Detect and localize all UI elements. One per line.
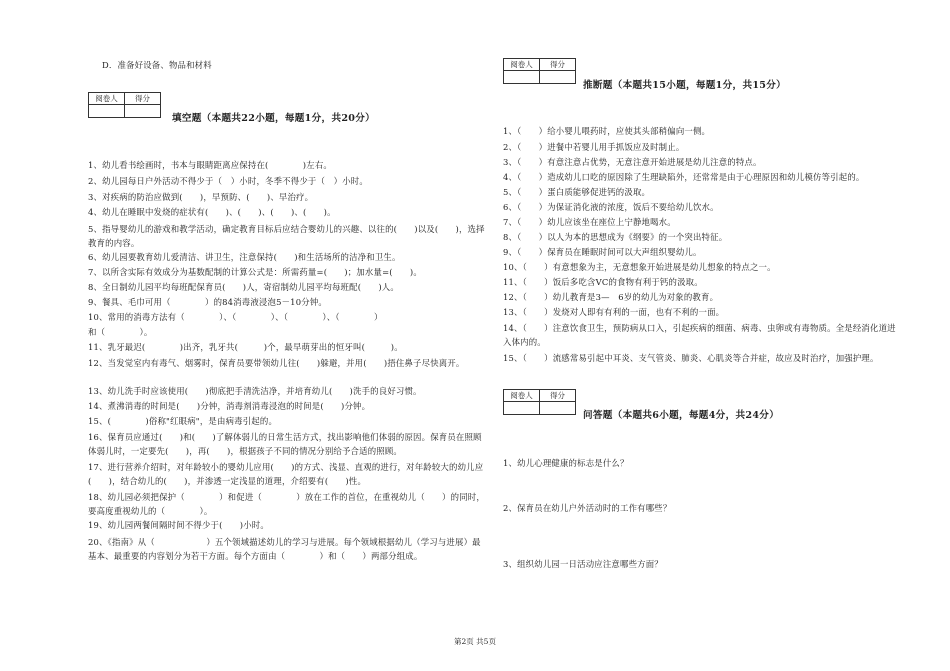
grader-cell[interactable] bbox=[504, 71, 540, 84]
qa-q1: 1、幼儿心理健康的标志是什么？ bbox=[503, 458, 629, 468]
judge-q9: 9、（ ）保育员在睡眠时间可以大声组织婴幼儿。 bbox=[503, 247, 702, 257]
page-footer: 第2页 共5页 bbox=[454, 637, 496, 646]
judge-q3: 3、（ ）有意注意占优势，无意注意开始进展是幼儿注意的特点。 bbox=[503, 157, 762, 167]
grader-cell[interactable] bbox=[89, 105, 125, 118]
fill-q2: 2、幼儿园每日户外活动不得少于（ ）小时，冬季不得少于（ ）小时。 bbox=[88, 176, 368, 186]
score-label: 得分 bbox=[540, 59, 576, 71]
fill-q3: 3、对疾病的防治应做到( )，早预防、( )、早治疗。 bbox=[88, 192, 314, 202]
fill-q5: 5、指导婴幼儿的游戏和教学活动，确定教育目标后应结合婴幼儿的兴趣、以往的( )以及( )，选择教育的内容。 bbox=[88, 224, 485, 248]
fill-q8: 8、全日制幼儿园平均每班配保育员( )人，寄宿制幼儿园平均每班配( )人。 bbox=[88, 282, 399, 292]
score-table-qa bbox=[503, 389, 576, 415]
option-d-line: D．准备好设备、物品和材料 bbox=[102, 60, 212, 70]
judge-q4: 4、（ ）造成幼儿口吃的原因除了生理缺陷外，还常常是由于心理原因和幼儿模仿等引起的。 bbox=[503, 172, 865, 182]
fill-q19: 19、幼儿园两餐间隔时间不得少于( )小时。 bbox=[88, 520, 269, 530]
judge-q1: 1、（ ）给小婴儿喂药时，应使其头部稍偏向一侧。 bbox=[503, 126, 711, 136]
fill-q10: 10、常用的消毒方法有（ ）、（ ）、（ ）、（ ） bbox=[88, 312, 383, 322]
judge-q2: 2、（ ）进餐中若婴儿用手抓饭应及时制止。 bbox=[503, 142, 685, 152]
fill-q1: 1、幼儿看书绘画时，书本与眼睛距离应保持在( )左右。 bbox=[88, 160, 332, 170]
grader-label: 阅卷人 bbox=[504, 390, 540, 402]
fill-q9: 9、餐具、毛巾可用（ ）的84消毒液浸泡5－10分钟。 bbox=[88, 297, 327, 307]
judge-q7: 7、（ ）幼儿应该坐在座位上宁静地喝水。 bbox=[503, 217, 676, 227]
score-cell[interactable] bbox=[125, 105, 161, 118]
fill-q12: 12、当发觉室内有毒气、烟雾时，保育员要带领幼儿往( )躲避，并用( )捂住鼻子尽快离开。 bbox=[88, 358, 465, 368]
judge-q14: 14、（ ）注意饮食卫生，预防病从口入，引起疾病的细菌、病毒、虫卵或有毒物质。全是经消化道进入体内的。 bbox=[503, 323, 896, 347]
judge-q15: 15、（ ）流感常易引起中耳炎、支气管炎、肺炎、心肌炎等合并症，故应及时治疗，加强护理。 bbox=[503, 353, 879, 363]
fill-q10-cont: 和（ ）。 bbox=[88, 327, 153, 337]
fill-q6: 6、幼儿园要教育幼儿爱清洁、讲卫生，注意保持( )和生活场所的洁净和卫生。 bbox=[88, 252, 401, 262]
fill-q18: 18、幼儿园必须把保护（ ）和促进（ ）放在工作的首位，在重视幼儿（ ）的同时，要高度重视幼儿的（ ）。 bbox=[88, 492, 485, 516]
fill-q17: 17、进行营养介绍时，对年龄较小的婴幼儿应用( )的方式、浅显、直观的进行，对年龄较大的幼儿应( )，结合幼儿的( )，并渗透一定浅显的道理，介绍要有( )性。 bbox=[88, 462, 484, 486]
grader-label: 阅卷人 bbox=[89, 93, 125, 105]
judge-q10: 10、（ ）有意想象为主，无意想象开始进展是幼儿想象的特点之一。 bbox=[503, 262, 776, 272]
judge-q8: 8、（ ）以人为本的思想成为《纲要》的一个突出特征。 bbox=[503, 232, 728, 242]
fill-q15: 15、( )俗称"红眼病"，是由病毒引起的。 bbox=[88, 416, 278, 426]
judge-q6: 6、（ ）为保证消化液的浓度，饭后不要给幼儿饮水。 bbox=[503, 202, 719, 212]
fill-q13: 13、幼儿洗手时应该使用( )彻底把手清洗洁净，并培育幼儿( )洗手的良好习惯。 bbox=[88, 386, 422, 396]
section-title-fill: 填空题（本题共22小题，每题1分，共20分） bbox=[172, 113, 376, 124]
fill-q20: 20、《指南》从（ ）五个领域描述幼儿的学习与进展。每个领域根据幼儿（学习与进展）最基本、最重要的内容划分为若干方面。每个方面由（ ）和（ ）两部分组成。 bbox=[88, 537, 481, 561]
score-cell[interactable] bbox=[540, 402, 576, 415]
section-title-qa: 问答题（本题共6小题，每题4分，共24分） bbox=[583, 410, 780, 421]
judge-q5: 5、（ ）蛋白质能够促进钙的汲取。 bbox=[503, 187, 651, 197]
judge-q11: 11、（ ）饭后多吃含VC的食物有利于钙的汲取。 bbox=[503, 277, 703, 287]
fill-q7: 7、以所含实际有效成分为基数配制的计算公式是：所需药量=( )；加水量=( )。 bbox=[88, 267, 422, 277]
score-table-judge bbox=[503, 58, 576, 84]
score-cell[interactable] bbox=[540, 71, 576, 84]
fill-q4: 4、幼儿在睡眠中发烧的症状有( )、( )、( )、( )。 bbox=[88, 207, 336, 217]
judge-q12: 12、（ ）幼儿教育是3— 6岁的幼儿为对象的教育。 bbox=[503, 292, 719, 302]
score-label: 得分 bbox=[125, 93, 161, 105]
grader-label: 阅卷人 bbox=[504, 59, 540, 71]
grader-cell[interactable] bbox=[504, 402, 540, 415]
fill-q14: 14、煮沸消毒的时间是( )分钟，消毒剂消毒浸泡的时间是( )分钟。 bbox=[88, 401, 371, 411]
fill-q16: 16、保育员应通过( )和( )了解体弱儿的日常生活方式，找出影响他们体弱的原因。保育员在照顾体弱儿时，一定要先( )，再( )，根据孩子不同的情况分别给予合适的照顾。 bbox=[88, 432, 482, 456]
qa-q2: 2、保育员在幼儿户外活动时的工作有哪些？ bbox=[503, 503, 672, 513]
score-table-fill bbox=[88, 92, 161, 118]
judge-q13: 13、（ ）发烧对人即有有利的一面，也有不利的一面。 bbox=[503, 307, 725, 317]
fill-q11: 11、乳牙最迟( )出齐，乳牙共( )个，最早萌芽出的恒牙叫( )。 bbox=[88, 342, 403, 352]
section-title-judge: 推断题（本题共15小题，每题1分，共15分） bbox=[583, 80, 787, 91]
score-label: 得分 bbox=[540, 390, 576, 402]
qa-q3: 3、组织幼儿园一日活动应注意哪些方面？ bbox=[503, 559, 663, 569]
